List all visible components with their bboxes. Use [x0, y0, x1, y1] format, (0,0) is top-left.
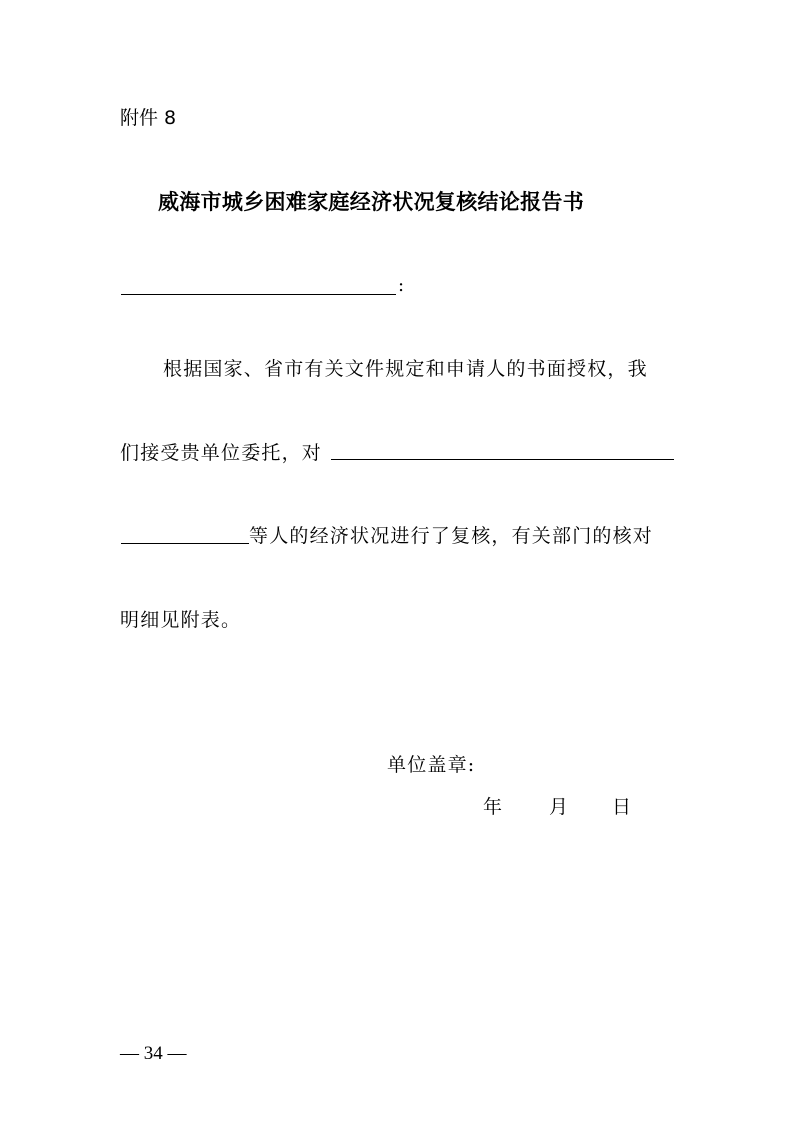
addressee-blank-line — [121, 294, 396, 295]
seal-label: 单位盖章: — [387, 754, 476, 776]
date-month-label: 月 — [549, 796, 569, 818]
paragraph-line-2: 们接受贵单位委托，对 — [120, 442, 323, 464]
date-day-label: 日 — [612, 796, 632, 818]
addressee-colon: : — [398, 275, 405, 296]
date-year-label: 年 — [483, 796, 503, 818]
paragraph-line-4: 明细见附表。 — [120, 609, 242, 631]
document-title: 威海市城乡困难家庭经济状况复核结论报告书 — [158, 190, 584, 214]
paragraph-line-3: 等人的经济状况进行了复核，有关部门的核对 — [249, 525, 654, 547]
target-blank-line — [331, 459, 674, 460]
names-blank-line — [121, 543, 249, 544]
attachment-label: 附件 8 — [120, 107, 177, 129]
page-number: — 34 — — [120, 1043, 187, 1064]
paragraph-line-1: 根据国家、省市有关文件规定和申请人的书面授权，我 — [163, 358, 648, 380]
